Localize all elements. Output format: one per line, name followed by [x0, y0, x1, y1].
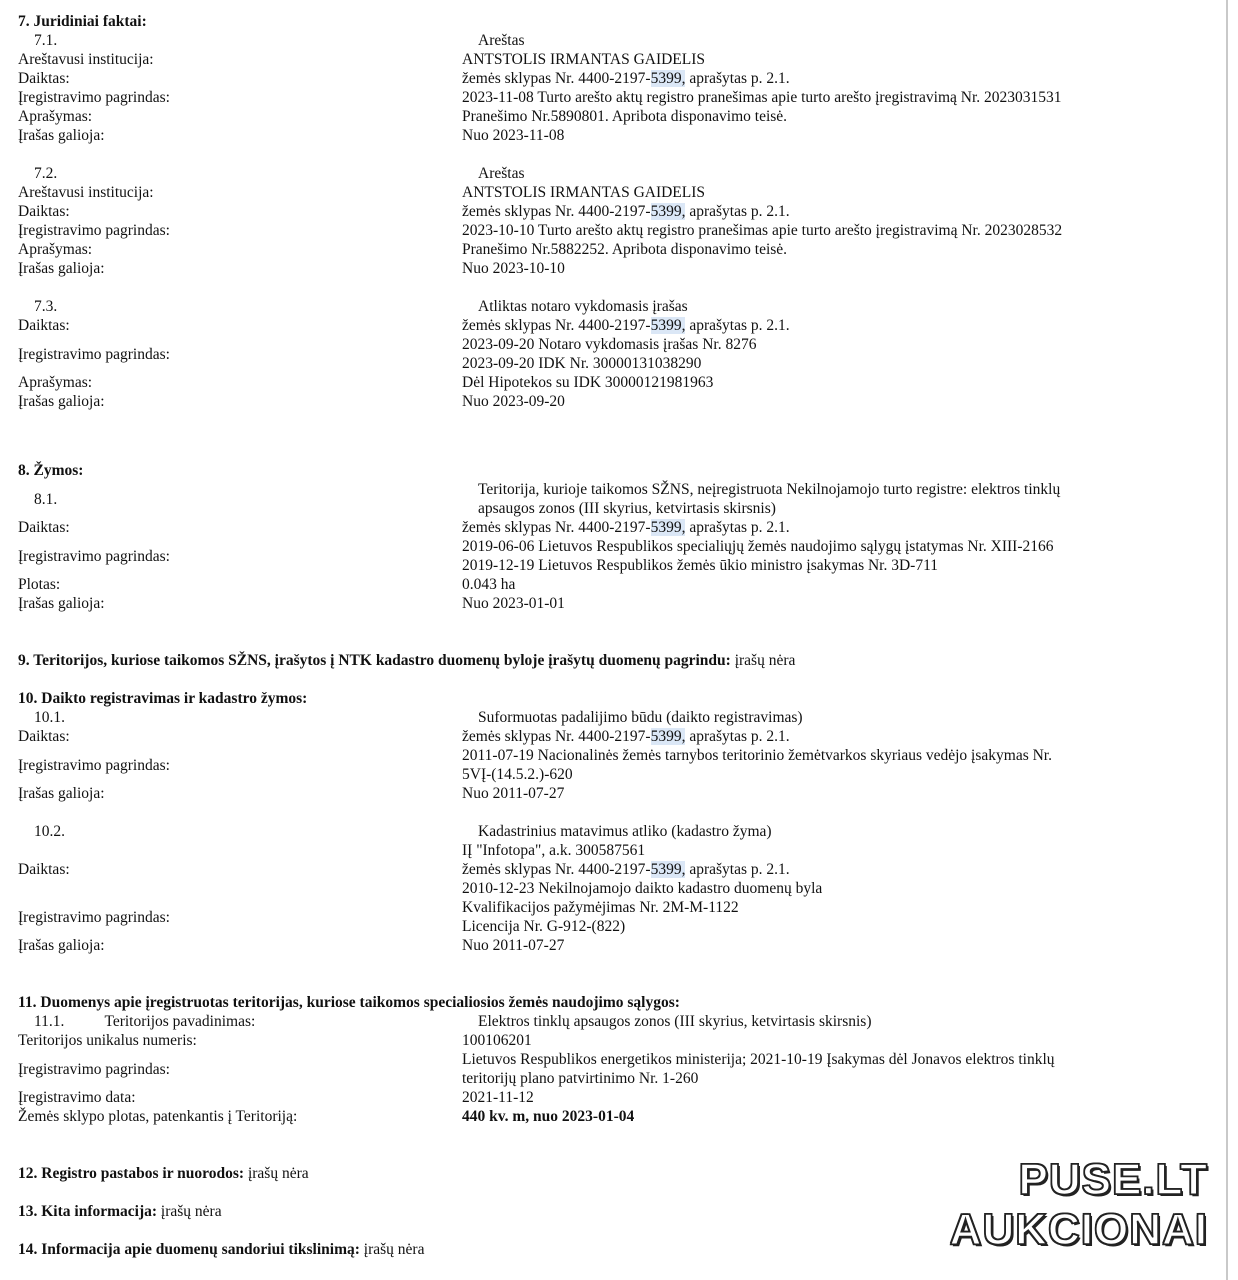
valid-label: Įrašas galioja: — [18, 937, 105, 954]
entry-title: Kadastrinius matavimus atliko (kadastro žyma) — [478, 823, 772, 840]
section-8-heading: 8. Žymos: — [18, 462, 84, 479]
entry-11-1 — [18, 1012, 1218, 1126]
section-11-heading: 11. Duomenys apie įregistruotas teritorijas, kuriose taikomos specialiosios žemės naudojimo sąlygos: — [18, 994, 680, 1011]
daiktas-label: Daiktas: — [18, 317, 70, 334]
reg-date-value: 2021-11-12 — [462, 1089, 534, 1106]
entry-number: 10.1. — [34, 709, 65, 726]
valid-value: Nuo 2011-07-27 — [462, 937, 565, 954]
section-12-value: įrašų nėra — [247, 1165, 309, 1182]
basis-value: Lietuvos Respublikos energetikos ministerija; 2021-10-19 Įsakymas dėl Jonavos elektros tinklų teritorijų plano patvirtinimo Nr. 1-260 — [462, 1051, 1055, 1087]
basis-label: Įregistravimo pagrindas: — [18, 1060, 170, 1078]
section-13-value: įrašų nėra — [160, 1203, 222, 1220]
entry-7-2 — [18, 164, 1218, 278]
entry-number: 10.2. — [34, 823, 65, 840]
institution-label: Areštavusi institucija: — [18, 184, 154, 201]
basis-value: 2023-10-10 Turto arešto aktų registro pranešimas apie turto arešto įregistravimą Nr. 2023028532 — [462, 222, 1063, 239]
basis-label: Įregistravimo pagrindas: — [18, 345, 170, 363]
highlighted-text: 5399, — [650, 861, 686, 878]
entry-title: Areštas — [478, 32, 525, 49]
entry-7-3 — [18, 297, 1218, 411]
territory-id-label: Teritorijos unikalus numeris: — [18, 1032, 197, 1049]
entry-number: 7.1. — [34, 32, 58, 49]
plot-area-label: Žemės sklypo plotas, patenkantis į Teritoriją: — [18, 1108, 298, 1125]
daiktas-label: Daiktas: — [18, 861, 70, 878]
entry-10-2 — [18, 822, 1218, 955]
section-9-value: įrašų nėra — [734, 652, 796, 669]
description-value: Pranešimo Nr.5890801. Apribota disponavimo teisė. — [462, 108, 788, 125]
surveyor-value: IĮ "Infotopa", a.k. 300587561 — [462, 842, 646, 859]
basis-label: Įregistravimo pagrindas: — [18, 222, 170, 239]
basis-value: 2023-09-20 Notaro vykdomasis įrašas Nr. 8276 2023-09-20 IDK Nr. 30000131038290 — [462, 336, 757, 372]
basis-label: Įregistravimo pagrindas: — [18, 908, 170, 926]
territory-name-label: Teritorijos pavadinimas: — [104, 1013, 256, 1030]
highlighted-text: 5399, — [650, 203, 686, 220]
section-9 — [18, 651, 1218, 670]
daiktas-value: žemės sklypas Nr. 4400-2197-5399, aprašytas p. 2.1. — [462, 519, 790, 536]
area-label: Plotas: — [18, 576, 61, 593]
daiktas-value: žemės sklypas Nr. 4400-2197-5399, aprašytas p. 2.1. — [462, 728, 790, 745]
territory-name-value: Elektros tinklų apsaugos zonos (III skyrius, ketvirtasis skirsnis) — [478, 1013, 872, 1030]
valid-value: Nuo 2011-07-27 — [462, 785, 565, 802]
daiktas-label: Daiktas: — [18, 519, 70, 536]
valid-label: Įrašas galioja: — [18, 393, 105, 410]
entry-title: Areštas — [478, 165, 525, 182]
basis-label: Įregistravimo pagrindas: — [18, 89, 170, 106]
highlighted-text: 5399, — [650, 317, 686, 334]
watermark-line-1: PUSE.LT — [1018, 1155, 1208, 1204]
daiktas-value: žemės sklypas Nr. 4400-2197-5399, aprašytas p. 2.1. — [462, 861, 790, 878]
valid-label: Įrašas galioja: — [18, 127, 105, 144]
description-label: Aprašymas: — [18, 108, 93, 125]
daiktas-label: Daiktas: — [18, 70, 70, 87]
description-value: Dėl Hipotekos su IDK 30000121981963 — [462, 374, 714, 391]
valid-value: Nuo 2023-11-08 — [462, 127, 565, 144]
entry-title: Suformuotas padalijimo būdu (daikto registravimas) — [478, 709, 803, 726]
entry-title: Atliktas notaro vykdomasis įrašas — [478, 298, 688, 315]
area-value: 0.043 ha — [462, 576, 516, 593]
entry-number: 8.1. — [34, 490, 58, 508]
entry-number: 7.2. — [34, 165, 58, 182]
section-12-heading: 12. Registro pastabos ir nuorodos: — [18, 1165, 245, 1182]
basis-label: Įregistravimo pagrindas: — [18, 547, 170, 565]
reg-date-label: Įregistravimo data: — [18, 1089, 136, 1106]
section-13-heading: 13. Kita informacija: — [18, 1203, 158, 1220]
page-edge-border — [1226, 0, 1228, 1280]
daiktas-label: Daiktas: — [18, 728, 70, 745]
territory-id-value: 100106201 — [462, 1032, 532, 1049]
institution-value: ANTSTOLIS IRMANTAS GAIDELIS — [462, 184, 706, 201]
entry-title: Teritorija, kurioje taikomos SŽNS, neįregistruota Nekilnojamojo turto registre: elektros tinklų apsaugos zonos (III skyrius, ketvirtasis skirsnis) — [478, 481, 1061, 517]
document-page — [18, 12, 1218, 1259]
section-14-heading: 14. Informacija apie duomenų sandoriui tikslinimą: — [18, 1241, 360, 1258]
section-10-heading: 10. Daikto registravimas ir kadastro žymos: — [18, 690, 308, 707]
section-14-value: įrašų nėra — [363, 1241, 425, 1258]
institution-label: Areštavusi institucija: — [18, 51, 154, 68]
valid-value: Nuo 2023-01-01 — [462, 595, 565, 612]
watermark-line-2: AUKCIONAI — [949, 1205, 1208, 1254]
basis-label: Įregistravimo pagrindas: — [18, 756, 170, 774]
highlighted-text: 5399, — [650, 519, 686, 536]
watermark — [950, 1155, 1208, 1255]
highlighted-text: 5399, — [650, 728, 686, 745]
description-value: Pranešimo Nr.5882252. Apribota disponavimo teisė. — [462, 241, 788, 258]
valid-label: Įrašas galioja: — [18, 260, 105, 277]
section-9-heading: 9. Teritorijos, kuriose taikomos SŽNS, įrašytos į NTK kadastro duomenų byloje įrašytų duomenų pagrindu: — [18, 652, 731, 669]
entry-10-1 — [18, 708, 1218, 803]
daiktas-value: žemės sklypas Nr. 4400-2197-5399, aprašytas p. 2.1. — [462, 317, 790, 334]
entry-number: 11.1. — [34, 1013, 65, 1030]
entry-number: 7.3. — [34, 298, 58, 315]
daiktas-label: Daiktas: — [18, 203, 70, 220]
plot-area-value: 440 kv. m, nuo 2023-01-04 — [462, 1108, 635, 1125]
description-label: Aprašymas: — [18, 241, 93, 258]
daiktas-value: žemės sklypas Nr. 4400-2197-5399, aprašytas p. 2.1. — [462, 203, 790, 220]
valid-label: Įrašas galioja: — [18, 595, 105, 612]
cadastre-file-value: 2010-12-23 Nekilnojamojo daikto kadastro duomenų byla — [462, 880, 823, 897]
valid-label: Įrašas galioja: — [18, 785, 105, 802]
valid-value: Nuo 2023-09-20 — [462, 393, 565, 410]
basis-value: Kvalifikacijos pažymėjimas Nr. 2M-M-1122 Licencija Nr. G-912-(822) — [462, 899, 739, 935]
valid-value: Nuo 2023-10-10 — [462, 260, 565, 277]
daiktas-value: žemės sklypas Nr. 4400-2197-5399, aprašytas p. 2.1. — [462, 70, 790, 87]
description-label: Aprašymas: — [18, 374, 93, 391]
entry-8-1 — [18, 480, 1218, 613]
entry-7-1 — [18, 31, 1218, 145]
basis-value: 2023-11-08 Turto arešto aktų registro pranešimas apie turto arešto įregistravimą Nr. 2023031531 — [462, 89, 1062, 106]
basis-value: 2019-06-06 Lietuvos Respublikos specialiųjų žemės naudojimo sąlygų įstatymas Nr. XIII-2166 2019-12-19 Lietuvos Respublikos žemės ūkio ministro įsakymas Nr. 3D-711 — [462, 538, 1054, 574]
basis-value: 2011-07-19 Nacionalinės žemės tarnybos teritorinio žemėtvarkos skyriaus vedėjo įsakymas Nr. 5VĮ-(14.5.2.)-620 — [462, 747, 1052, 783]
institution-value: ANTSTOLIS IRMANTAS GAIDELIS — [462, 51, 706, 68]
section-7-heading: 7. Juridiniai faktai: — [18, 13, 147, 30]
highlighted-text: 5399, — [650, 70, 686, 87]
